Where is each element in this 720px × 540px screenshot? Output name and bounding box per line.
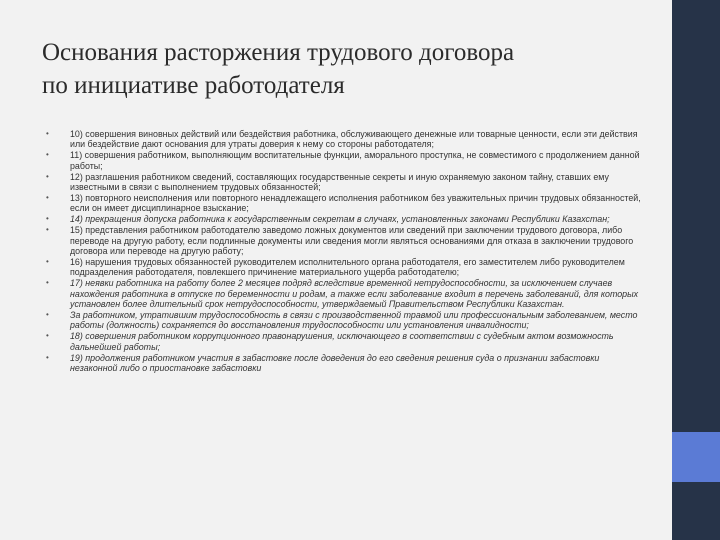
- list-item: [46, 257, 646, 278]
- list-item: [46, 353, 646, 374]
- bullet-icon: •: [46, 225, 49, 235]
- bullet-icon: •: [46, 129, 49, 138]
- bullet-icon: •: [46, 331, 49, 341]
- list-item-text: 12) разглашения работником сведений, составляющих государственные секреты и иную охраняемую законом тайну, ставших ему известными в связи с выполнением трудовых обязанностей;: [70, 171, 609, 193]
- list-item: [46, 150, 646, 171]
- list-item: [46, 310, 646, 331]
- list-item: [46, 278, 646, 309]
- bullet-icon: •: [46, 309, 49, 319]
- slide-title: [42, 36, 652, 102]
- bullet-icon: •: [46, 256, 49, 266]
- list-item-text: 15) представления работником работодателю заведомо ложных документов или сведений при заключении трудового договора, либо переводе на другую работу, если подлинные документы или сведения могли являться основаниями для отказа в заключении трудового договора или переводе на другую работу;: [70, 225, 634, 256]
- sidebar-accent-block: [672, 432, 720, 482]
- title-line-1: Основания расторжения трудового договора: [42, 39, 515, 66]
- grounds-list: [46, 129, 646, 374]
- bullet-icon: •: [46, 150, 49, 160]
- list-item-text: 19) продолжения работником участия в забастовке после доведения до его сведения решения суда о признании забастовки незаконной либо о приостановке забастовки: [70, 352, 600, 373]
- bullet-icon: •: [46, 352, 49, 362]
- list-item: [46, 214, 646, 224]
- list-item-text: 18) совершения работником коррупционного правонарушения, исключающего в соответствии с судебным актом возможность дальнейшей работы;: [70, 331, 614, 352]
- list-item-text: 16) нарушения трудовых обязанностей руководителем исполнительного органа работодателя, его заместителем либо руководителем подразделения работодателя, повлекшего причинение материального ущерба работодателю;: [70, 256, 625, 278]
- list-item-text: 14) прекращения допуска работника к государственным секретам в случаях, установленных законами Республики Казахстан;: [70, 214, 610, 225]
- title-line-2: по инициативе работодателя: [42, 72, 345, 99]
- bullet-icon: •: [46, 214, 49, 224]
- bullet-icon: •: [46, 192, 49, 202]
- list-item-text: 10) совершения виновных действий или бездействия работника, обслуживающего денежные или товарные ценности, если эти действия или бездействие дают основания для утраты доверия к нему со стороны работодателя;: [70, 129, 638, 150]
- list-item-text: 13) повторного неисполнения или повторного ненадлежащего исполнения работником без уважительных причин трудовых обязанностей, если он имеет дисциплинарное взыскание;: [70, 192, 641, 214]
- list-item: [46, 129, 646, 150]
- list-item: [46, 172, 646, 193]
- list-item-text: 11) совершения работником, выполняющим воспитательные функции, аморального проступка, не совместимого с продолжением данной работы;: [70, 150, 640, 171]
- bullet-icon: •: [46, 171, 49, 181]
- bullet-icon: •: [46, 278, 49, 288]
- list-item-text: За работником, утратившим трудоспособность в связи с производственной травмой или профессиональным заболеванием, место работы (должность) сохраняется до восстановления трудоспособности или установления инвалидности;: [70, 309, 638, 331]
- list-item: [46, 193, 646, 214]
- list-item: [46, 331, 646, 352]
- list-item: [46, 225, 646, 256]
- list-item-text: 17) неявки работника на работу более 2 месяцев подряд вследствие временной нетрудоспособности, за исключением случаев нахождения работника в отпуске по беременности и родам, а также если заболевание входит в перечень заболеваний, для которых установлен более длительный срок нетрудоспособности, утверждаемый Правительством Республики Казахстан.: [70, 278, 639, 309]
